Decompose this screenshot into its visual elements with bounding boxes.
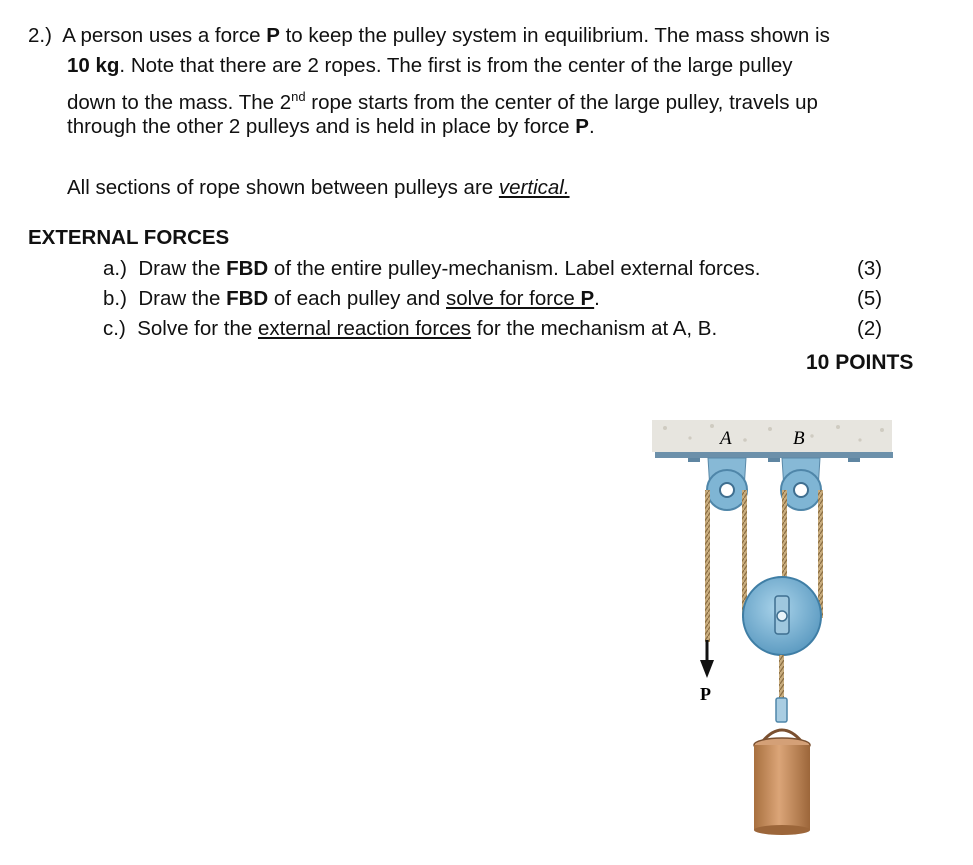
- problem-line-4: through the other 2 pulleys and is held in place by force P.: [67, 115, 595, 138]
- problem-line-2: 10 kg. Note that there are 2 ropes. The first is from the center of the large pulley: [67, 54, 793, 77]
- label-b: B: [793, 428, 805, 449]
- mass-hook: [776, 698, 787, 722]
- problem-line-1: 2.) A person uses a force P to keep the pulley system in equilibrium. The mass shown is: [28, 24, 830, 47]
- pulley-a-hub: [720, 483, 734, 497]
- problem-number: 2.): [28, 24, 52, 47]
- problem-line-3: down to the mass. The 2nd rope starts from the center of the large pulley, travels up: [67, 89, 818, 114]
- label-a: A: [720, 428, 732, 449]
- rope-to-mass: [779, 655, 784, 700]
- mass-block: [754, 745, 810, 830]
- task-a-points: (3): [857, 257, 883, 280]
- task-b: b.) Draw the FBD of each pulley and solve for force P.: [103, 287, 600, 310]
- label-p: P: [700, 684, 711, 704]
- section-heading: EXTERNAL FORCES: [28, 226, 230, 249]
- rope-note: All sections of rope shown between pulleys are vertical.: [67, 176, 570, 199]
- task-c-points: (2): [857, 317, 883, 340]
- rope-b-left: [782, 490, 787, 578]
- task-b-points: (5): [857, 287, 883, 310]
- rope-p-side: [705, 490, 710, 642]
- task-a: a.) Draw the FBD of the entire pulley-mechanism. Label external forces.: [103, 257, 761, 280]
- total-points: 10 POINTS: [806, 351, 914, 374]
- rope-b-right: [818, 490, 823, 618]
- ceiling: [652, 420, 892, 452]
- support-beam: [655, 452, 893, 458]
- task-c: c.) Solve for the external reaction forces for the mechanism at A, B.: [103, 317, 718, 340]
- force-p-arrow: [700, 660, 714, 678]
- pulley-b-hub: [794, 483, 808, 497]
- large-pulley-hub: [777, 611, 787, 621]
